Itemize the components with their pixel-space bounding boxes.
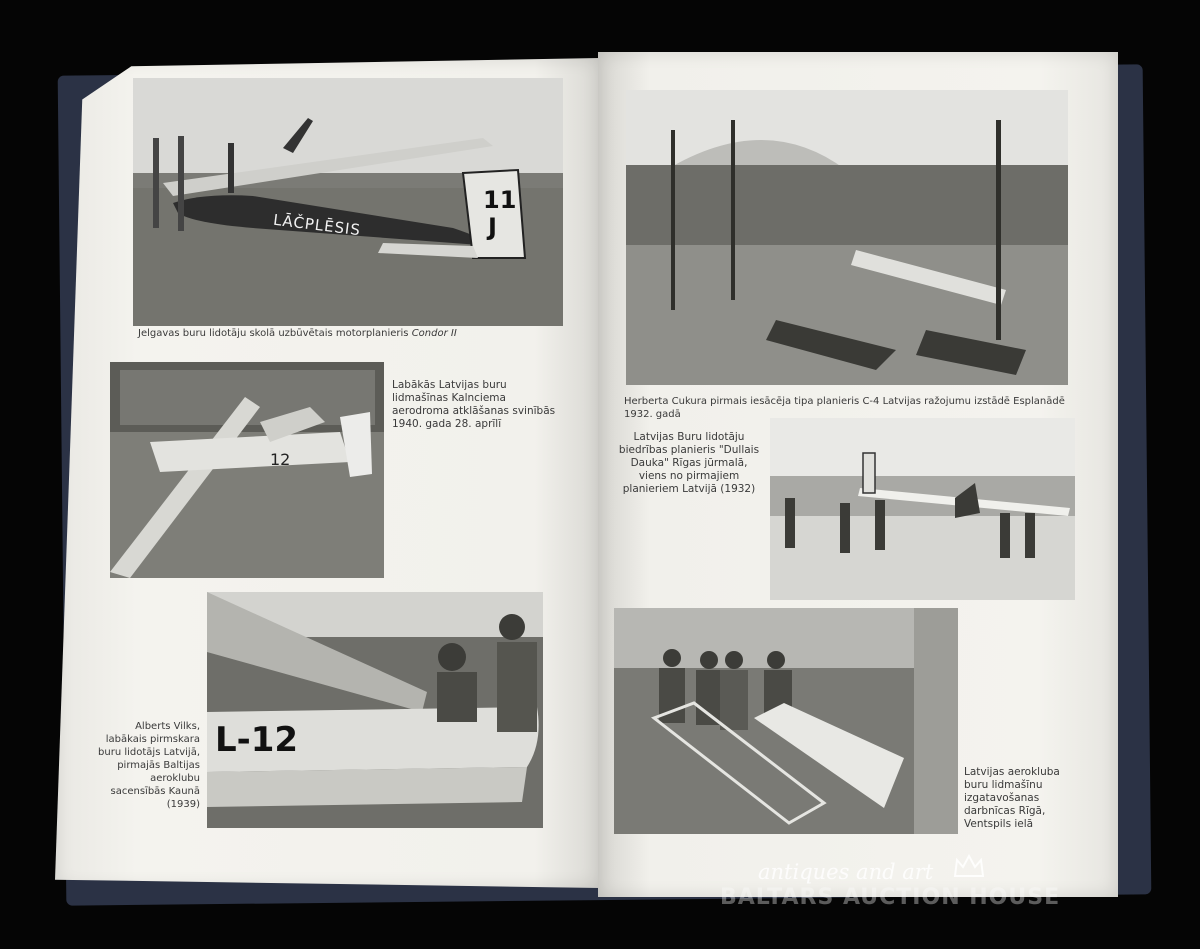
- auction-watermark: [720, 858, 1140, 938]
- caption-aircraft-name: Condor II: [411, 328, 457, 339]
- glider-number: 12: [270, 450, 291, 469]
- photo3-caption-left: Alberts Vilks, labākais pirmskara buru lidotājs Latvijā, pirmajās Baltijas aeroklubu sacensībās Kaunā (1939): [98, 721, 200, 810]
- photo-esplanade-exhibition: [626, 90, 1068, 385]
- caption-text: Jelgavas buru lidotāju skolā uzbūvētais motorplanieris: [138, 328, 412, 339]
- photo2-caption-left: Labākās Latvijas buru lidmašīnas Kalnciema aerodroma atklāšanas svinībās 1940. gada 28. aprīlī: [392, 379, 556, 430]
- watermark-brand: BALTARS AUCTION HOUSE: [720, 885, 1061, 910]
- crown-icon: [952, 852, 986, 882]
- tail-number-top: 11: [483, 186, 517, 214]
- photo-aeroclub-workshop: [614, 608, 958, 834]
- photo-condor-glider: [133, 78, 563, 326]
- photo-alberts-vilks: [207, 592, 543, 828]
- tail-number-bottom: J: [488, 213, 497, 241]
- photo-gliders-kalnciems: [110, 362, 384, 578]
- photo1-caption-right: Herberta Cukura pirmais iesācēja tipa planieris C-4 Latvijas ražojumu izstādē Esplanādē 1932. gadā: [624, 396, 1065, 420]
- watermark-tagline: antiques and art: [758, 860, 934, 884]
- photo1-caption-left: [138, 327, 568, 340]
- photo-dullais-dauka-glider: [770, 418, 1075, 600]
- photo2-caption-right: Latvijas Buru lidotāju biedrības planieris "Dullais Dauka" Rīgas jūrmalā, viens no pirmajiem planieriem Latvijā (1932): [618, 431, 760, 495]
- photo3-caption-right: Latvijas aerokluba buru lidmašīnu izgatavošanas darbnīcas Rīgā, Ventspils ielā: [964, 766, 1060, 830]
- glider-registration: L-12: [215, 720, 299, 760]
- aircraft-name-text: LĀČPLĒSIS: [272, 210, 362, 240]
